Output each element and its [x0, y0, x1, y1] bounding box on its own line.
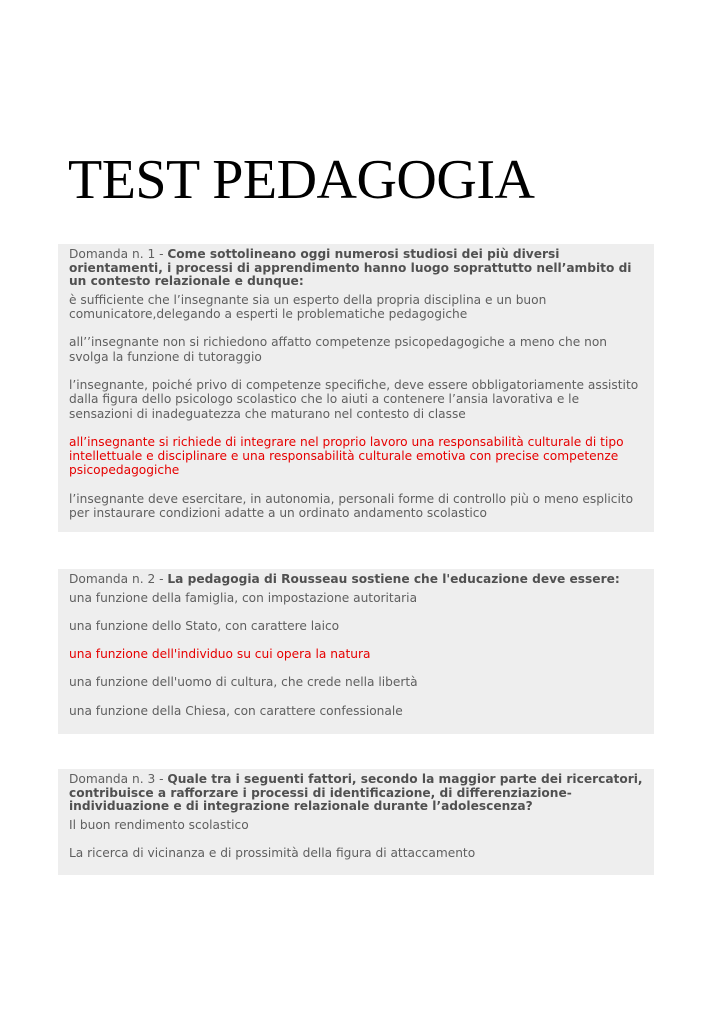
- question-text: Come sottolineano oggi numerosi studiosi dei più diversi orientamenti, i processi di apprendimento hanno luogo soprattutto nell’ambito di un contesto relazionale e dunque:: [69, 247, 632, 289]
- question-number: Domanda n. 2 -: [69, 572, 168, 586]
- question-number: Domanda n. 1 -: [69, 247, 168, 261]
- question-text: Quale tra i seguenti fattori, secondo la maggior parte dei ricercatori, contribuisce a rafforzare i processi di identificazione, di differenziazione-individuazione e di integrazione relazionale durante l’adolescenza?: [69, 772, 643, 814]
- question-block: [58, 769, 654, 875]
- question-number: Domanda n. 3 -: [69, 772, 168, 786]
- answer-option[interactable]: una funzione dell'uomo di cultura, che crede nella libertà: [69, 675, 418, 690]
- answer-option[interactable]: è sufficiente che l’insegnante sia un esperto della propria disciplina e un buon comunicatore,delegando a esperti le problematiche pedagogiche: [69, 292, 547, 322]
- answer-option[interactable]: l’insegnante deve esercitare, in autonomia, personali forme di controllo più o meno esplicito per instaurare condizioni adatte a un ordinato andamento scolastico: [69, 491, 634, 521]
- answer-option-correct[interactable]: una funzione dell'individuo su cui opera la natura: [69, 647, 371, 662]
- answer-option-correct[interactable]: all’insegnante si richiede di integrare nel proprio lavoro una responsabilità culturale di tipo intellettuale e disciplinare e una responsabilità culturale emotiva con precise competenze psicopedagogiche: [69, 434, 624, 478]
- question-heading: [69, 573, 644, 587]
- answer-option[interactable]: una funzione della famiglia, con impostazione autoritaria: [69, 590, 418, 605]
- answer-option[interactable]: una funzione della Chiesa, con carattere confessionale: [69, 703, 403, 718]
- page-title: TEST PEDAGOGIA: [68, 149, 535, 211]
- question-block: [58, 569, 654, 734]
- question-text: La pedagogia di Rousseau sostiene che l'educazione deve essere:: [167, 572, 620, 586]
- question-heading: [69, 773, 644, 814]
- answer-option[interactable]: una funzione dello Stato, con carattere laico: [69, 618, 340, 633]
- answer-option[interactable]: La ricerca di vicinanza e di prossimità della figura di attaccamento: [69, 846, 476, 861]
- question-heading: [69, 248, 644, 289]
- answer-option[interactable]: Il buon rendimento scolastico: [69, 817, 249, 832]
- answer-option[interactable]: l’insegnante, poiché privo di competenze specifiche, deve essere obbligatoriamente assistito dalla figura dello psicologo scolastico che lo aiuti a contenere l’ansia lavorativa e le sensazioni di inadeguatezza che maturano nel contesto di classe: [69, 377, 639, 421]
- answer-option[interactable]: all’’insegnante non si richiedono affatto competenze psicopedagogiche a meno che non svolga la funzione di tutoraggio: [69, 335, 607, 364]
- question-block: [58, 244, 654, 532]
